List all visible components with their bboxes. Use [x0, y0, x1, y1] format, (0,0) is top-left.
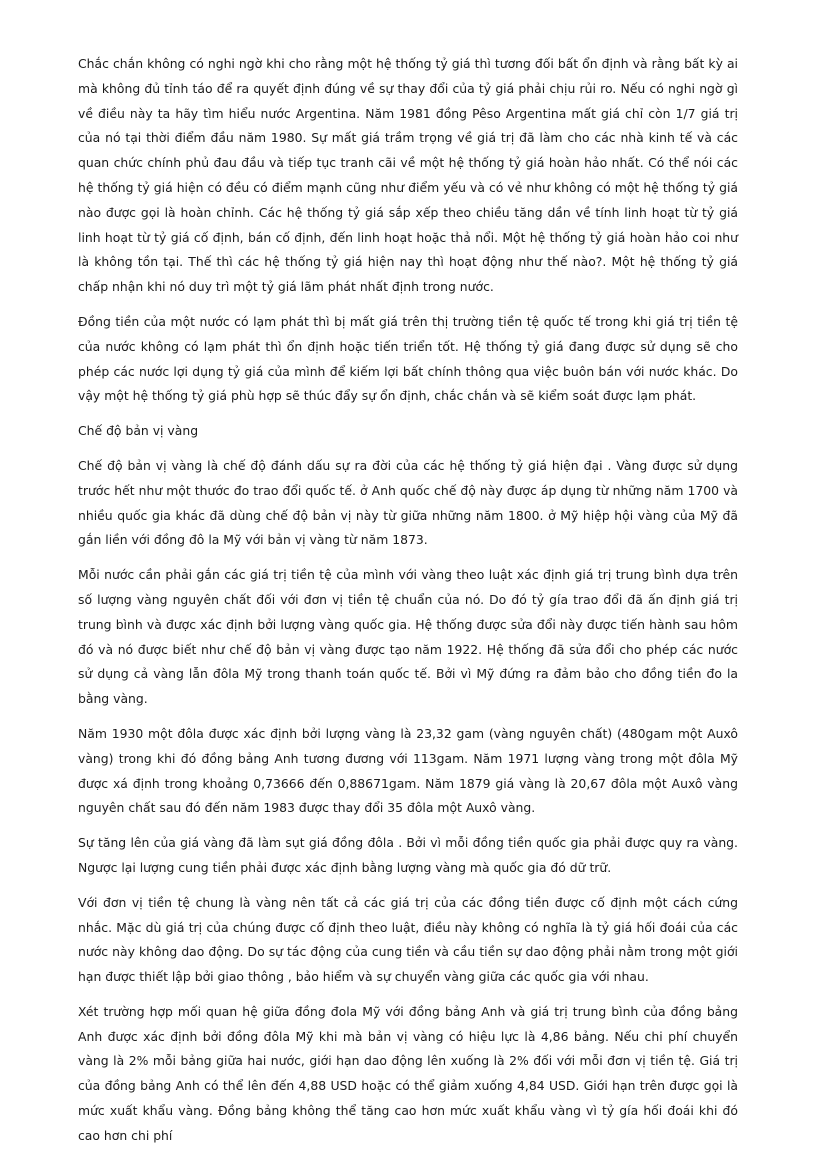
section-heading-gold-standard: Chế độ bản vị vàng	[78, 423, 199, 439]
paragraph-argentina: Chắc chắn không có nghi ngờ khi cho rằng một hệ thống tỷ giá thì tương đối bất ổn định và rằng bất kỳ ai mà không đủ tỉnh táo để ra quyết định đúng về sự thay đổi của tỷ giá phải chịu rủi ro. Nếu có nghi ngờ gì về điều này ta hãy tìm hiểu nước Argentina. Năm 1981 đồng Pêso Argentina mất giá chỉ còn 1/7 giá trị của nó tại thời điểm đầu năm 1980. Sự mất giá trầm trọng về giá trị đã làm cho các nhà kinh tế và các quan chức chính phủ đau đầu và tiếp tục tranh cãi về một hệ thống tỷ giá hoàn hảo nhất. Có thể nói các hệ thống tỷ giá hiện có đều có điểm mạnh cũng như điểm yếu và có vẻ như không có một hệ thống tỷ giá nào được gọi là hoàn chỉnh. Các hệ thống tỷ giá sắp xếp theo chiều tăng dần về tính linh hoạt từ tỷ giá linh hoạt từ tỷ giá cố định, bán cố định, đến linh hoạt hoặc thả nổi. Một hệ thống tỷ giá hoàn hảo coi như là không tồn tại. Thế thì các hệ thống tỷ giá hiện nay thì hoạt động như thế nào?. Một hệ thống tỷ giá chấp nhận khi nó duy trì một tỷ giá lãm phát nhất định trong nước.	[78, 56, 738, 295]
paragraph-gold-price-rise: Sự tăng lên của giá vàng đã làm sụt giá đồng đôla . Bởi vì mỗi đồng tiền quốc gia phải được quy ra vàng. Ngược lại lượng cung tiền phải được xác định bằng lượng vàng mà quốc gia đó dữ trữ.	[78, 835, 738, 875]
paragraph-fixed-values: Với đơn vị tiền tệ chung là vàng nên tất cả các giá trị của các đồng tiền được cố định một cách cứng nhắc. Mặc dù giá trị của chúng được cố định theo luật, điều này không có nghĩa là tỷ giá hối đoái của các nước này không dao động. Do sự tác động của cung tiền và cầu tiền sự dao động phải nằm trong một giới hạn được thiết lập bởi giao thông , bảo hiểm và sự chuyển vàng giữa các quốc gia với nhau.	[78, 894, 738, 985]
document-page	[78, 52, 738, 1159]
paragraph-gold-value-law: Mỗi nước cần phải gắn các giá trị tiền tệ của mình với vàng theo luật xác định giá trị trung bình dựa trên số lượng vàng nguyên chất đối với đơn vị tiền tệ chuẩn của nó. Do đó tỷ gía trao đổi đã ấn định giá trị trung bình và được xác định bởi lượng vàng quốc gia. Hệ thống được sửa đổi này được tiến hành sau hôm đó và nó được biết như chế độ bản vị vàng được tạo năm 1922. Hệ thống đã sửa đổi cho phép các nước sử dụng cả vàng lẫn đôla Mỹ trong thanh toán quốc tế. Bởi vì Mỹ đứng ra đảm bảo cho đồng tiền đo la bằng vàng.	[78, 567, 738, 707]
paragraph-dollar-pound-example: Xét trường hợp mối quan hệ giữa đồng đola Mỹ với đồng bảng Anh và giá trị trung bình của đồng bảng Anh được xác định bởi đồng đôla Mỹ khi mà bản vị vàng có hiệu lực là 4,86 bảng. Nếu chi phí chuyển vàng là 2% mỗi bảng giữa hai nước, giới hạn dao động lên xuống là 2% đối với mỗi đơn vị tiền tệ. Giá trị của đồng bảng Anh có thể lên đến 4,88 USD hoặc có thể giảm xuống 4,84 USD. Giới hạn trên được gọi là mức xuất khẩu vàng. Đồng bảng không thể tăng cao hơn mức xuất khẩu vàng vì tỷ gía hối đoái khi đó cao hơn chi phí	[78, 1003, 738, 1143]
paragraph-gold-standard-intro: Chế độ bản vị vàng là chế độ đánh dấu sự ra đời của các hệ thống tỷ giá hiện đại . Vàng được sử dụng trước hết như một thước đo trao đổi quốc tế. ở Anh quốc chế độ này được áp dụng từ những năm 1700 và nhiều quốc gia khác đã dùng chế độ bản vị này từ giữa những năm 1800. ở Mỹ hiệp hội vàng của Mỹ đã gắn liền với đồng đô la Mỹ với bản vị vàng từ năm 1873.	[78, 457, 738, 548]
paragraph-dollar-gold-amount: Năm 1930 một đôla được xác định bởi lượng vàng là 23,32 gam (vàng nguyên chất) (480gam một Auxô vàng) trong khi đó đồng bảng Anh tương đương với 113gam. Năm 1971 lượng vàng trong một đôla Mỹ được xá định trong khoảng 0,73666 đến 0,88671gam. Năm 1879 giá vàng là 20,67 đôla một Auxô vàng nguyên chất sau đó đến năm 1983 được thay đổi 35 đôla một Auxô vàng.	[78, 725, 738, 816]
paragraph-inflation: Đồng tiền của một nước có lạm phát thì bị mất giá trên thị trường tiền tệ quốc tế trong khi giá trị tiền tệ của nước không có lạm phát thì ổn định hoặc tiến triển tốt. Hệ thống tỷ giá đang được sử dụng sẽ cho phép các nước lợi dụng tỷ giá của mình để kiếm lợi bất chính thông qua việc buôn bán với nước khác. Do vậy một hệ thống tỷ giá phù hợp sẽ thúc đẩy sự ổn định, chắc chắn và sẽ kiểm soát được lạm phát.	[78, 313, 738, 404]
